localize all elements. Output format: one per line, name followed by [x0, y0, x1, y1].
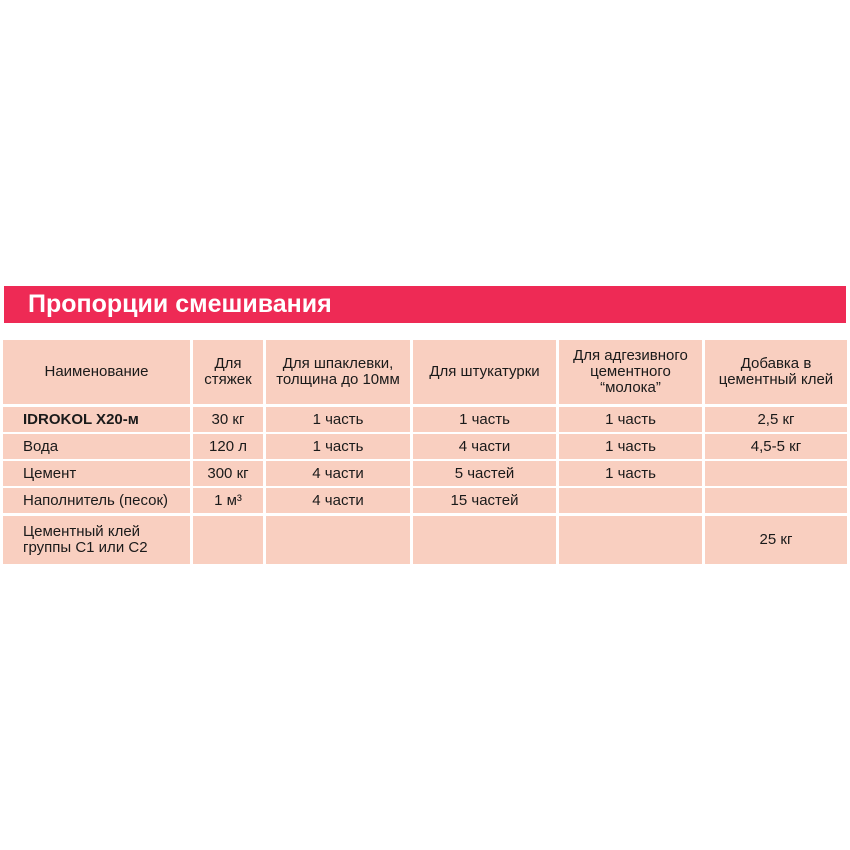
- table-row-cell: 1 часть: [413, 407, 556, 432]
- table-row-cell: IDROKOL X20-м: [3, 407, 190, 432]
- table-row-cell: 2,5 кг: [705, 407, 847, 432]
- table-row-cell: [266, 516, 410, 564]
- header-cell-putty: Для шпаклевки, толщина до 10мм: [266, 340, 410, 404]
- table-row-cell: [193, 516, 263, 564]
- table-row-cell: 4 части: [266, 461, 410, 486]
- table-row-cell: [705, 461, 847, 486]
- table-row-cell: Цемент: [3, 461, 190, 486]
- table-row-cell: 1 часть: [559, 461, 702, 486]
- table-row-cell: 5 частей: [413, 461, 556, 486]
- table-row-cell: 1 часть: [266, 407, 410, 432]
- table-row-cell: 300 кг: [193, 461, 263, 486]
- table-row-cell: Наполнитель (песок): [3, 488, 190, 513]
- header-cell-plaster: Для штукатурки: [413, 340, 556, 404]
- table-row-cell: [413, 516, 556, 564]
- table-row-cell: 1 часть: [266, 434, 410, 459]
- table-row-cell: [559, 488, 702, 513]
- table-row-cell: 1 м³: [193, 488, 263, 513]
- title-banner: [4, 286, 846, 323]
- table-row-cell: 4 части: [266, 488, 410, 513]
- header-cell-screed: Для стяжек: [193, 340, 263, 404]
- table-row-cell: Цементный клей группы С1 или С2: [3, 516, 190, 564]
- table-row-cell: 25 кг: [705, 516, 847, 564]
- table-row-cell: 4 части: [413, 434, 556, 459]
- table-row-cell: 30 кг: [193, 407, 263, 432]
- header-cell-name: Наименование: [3, 340, 190, 404]
- table-row-cell: 15 частей: [413, 488, 556, 513]
- table-row-cell: [705, 488, 847, 513]
- table-row-cell: [559, 516, 702, 564]
- header-cell-cement-milk: Для адгезивного цементного “молока”: [559, 340, 702, 404]
- page-title: Пропорции смешивания: [28, 290, 332, 318]
- table-row-cell: Вода: [3, 434, 190, 459]
- table-row-cell: 4,5-5 кг: [705, 434, 847, 459]
- mixing-proportions-table: [3, 340, 847, 564]
- table-row-cell: 120 л: [193, 434, 263, 459]
- table-row-cell: 1 часть: [559, 434, 702, 459]
- header-cell-adhesive-additive: Добавка в цементный клей: [705, 340, 847, 404]
- table-row-cell: 1 часть: [559, 407, 702, 432]
